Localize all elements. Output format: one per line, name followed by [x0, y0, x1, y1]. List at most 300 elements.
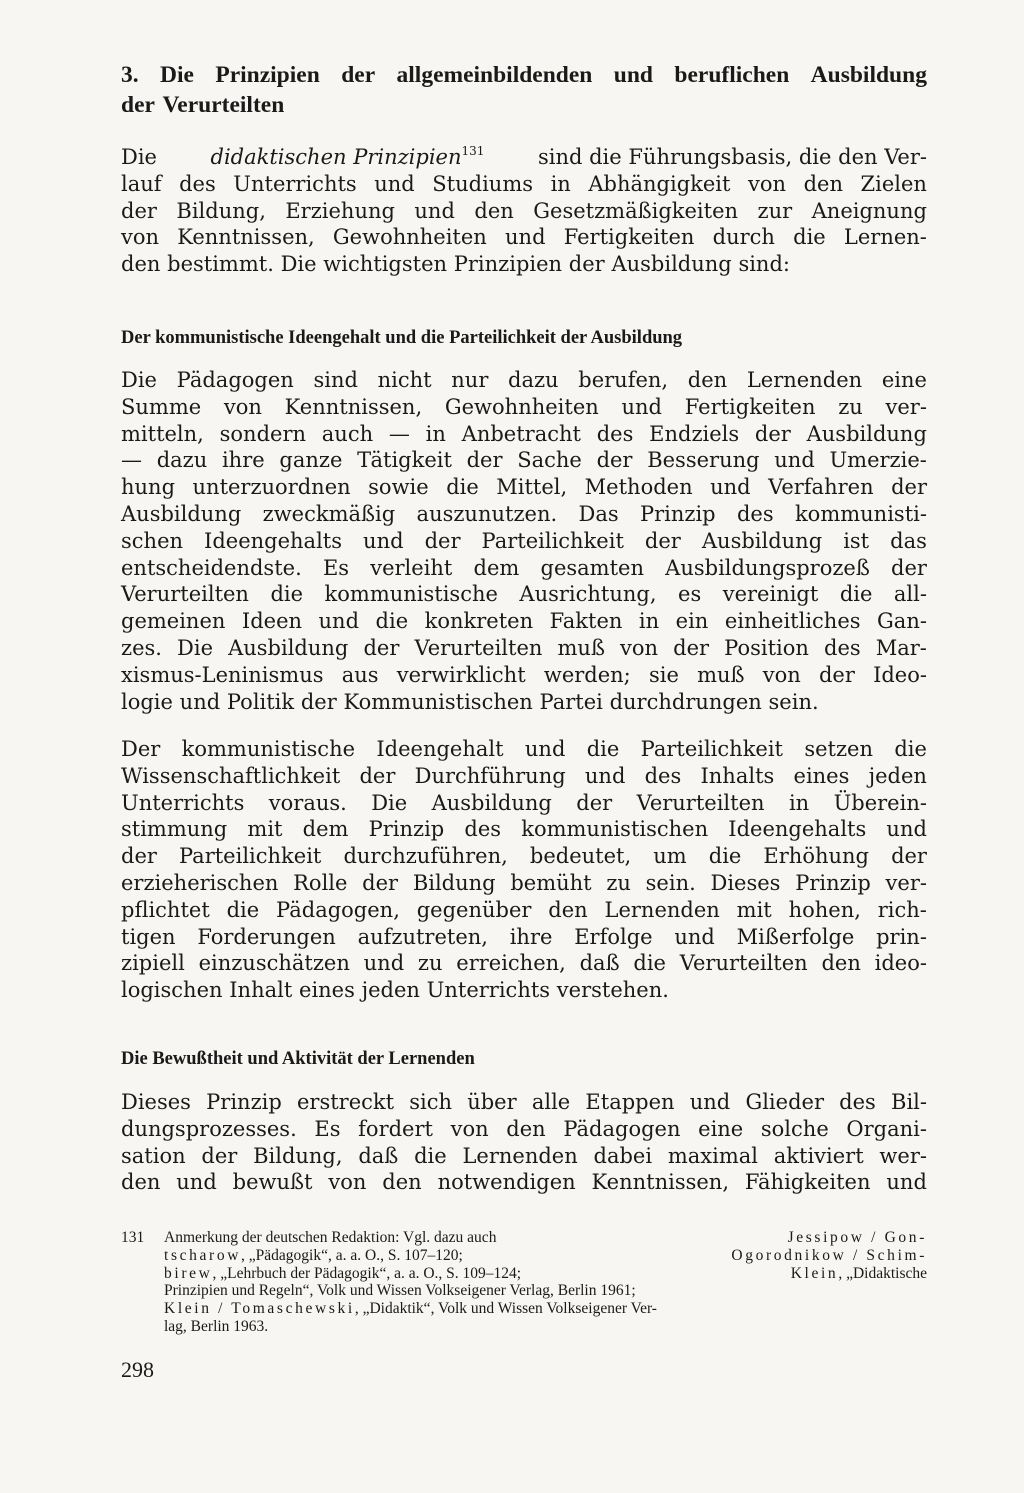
text-word: bestimmt. — [167, 252, 274, 277]
text-word: eine — [881, 368, 927, 392]
text-word: der — [341, 62, 376, 88]
text-word: Die — [121, 145, 157, 169]
text-word: von — [620, 635, 659, 660]
text-word: und — [176, 1170, 217, 1195]
text-word: Bil- — [891, 1090, 927, 1114]
text-word: nicht — [377, 368, 432, 392]
text-word: bemüht — [510, 870, 592, 895]
text-word: Bildung — [412, 870, 496, 895]
text-word: wer- — [879, 1143, 927, 1168]
text-word: Unterrichts — [233, 171, 357, 196]
text-word: Überein- — [833, 790, 927, 815]
text-word: Verurteilten — [636, 790, 765, 815]
text-word: hohen, — [788, 897, 861, 922]
text-word: und — [414, 198, 455, 223]
text-word: Die — [177, 635, 214, 660]
text-word: den — [687, 368, 728, 392]
text-word: Die — [160, 62, 194, 88]
author-name: Ogorodnikow / Schim- — [731, 1246, 927, 1264]
text-word: zu — [417, 951, 443, 976]
text-word: und — [621, 394, 662, 419]
footnote-segment: tscharow, „Pädagogik“, a. a. O., S. 107–120; — [164, 1246, 463, 1264]
text-line — [121, 950, 927, 977]
text-word: Fertigkeiten — [684, 394, 816, 419]
text-word: durchzuführen, — [343, 844, 508, 869]
text-word: sein. — [768, 689, 819, 714]
text-word: der — [121, 198, 157, 223]
text-word: und — [179, 689, 221, 714]
text-word: des — [736, 501, 774, 526]
text-word: sation — [121, 1143, 186, 1168]
text-word: den — [121, 252, 161, 277]
text-word: Prinzipien — [453, 252, 563, 277]
intro-paragraph — [121, 144, 927, 278]
text-word: die — [586, 737, 620, 761]
text-word: der — [673, 635, 710, 660]
text-word: verwirklicht — [396, 662, 526, 687]
text-word: sowie — [368, 475, 429, 500]
paragraph — [121, 736, 927, 1004]
text-word: Etappen — [585, 1090, 675, 1114]
text-word: Endziels — [649, 421, 740, 446]
text-word: Erhöhung — [763, 844, 869, 869]
footnote-text: lag, Berlin 1963. — [164, 1317, 269, 1335]
text-word: die — [446, 475, 479, 500]
text-line — [121, 790, 927, 817]
text-word: Mittel, — [496, 475, 568, 500]
text-word: Ideengehalt — [376, 737, 504, 761]
text-word: Ausbildung — [701, 528, 823, 553]
text-word: von — [223, 394, 262, 419]
text-word: erstreckt — [296, 1090, 395, 1114]
page-number: 298 — [121, 1357, 154, 1382]
text-word: den — [121, 1170, 161, 1195]
text-word: die — [839, 582, 873, 607]
text-word: und — [524, 737, 566, 761]
paragraph — [121, 367, 927, 715]
text-word: von — [121, 225, 160, 250]
text-word: es — [678, 582, 702, 607]
text-word: eines — [299, 978, 355, 1003]
text-word: 3. — [121, 62, 139, 88]
text-word: sich — [409, 1090, 453, 1114]
text-word: alle — [531, 1090, 571, 1114]
text-word: und — [774, 448, 815, 473]
text-line — [121, 90, 927, 120]
text-word: und — [363, 528, 404, 553]
text-word: bewußt — [232, 1170, 313, 1195]
text-word: Ideen — [241, 609, 303, 634]
text-word: prin- — [876, 924, 927, 949]
text-word: kommunistische — [181, 737, 356, 761]
text-line — [121, 224, 927, 251]
text-word: und — [363, 951, 405, 976]
text-word: der — [359, 763, 396, 788]
text-word: voraus. — [268, 790, 347, 815]
text-word: um — [653, 844, 687, 869]
text-word: Kommunistischen — [343, 689, 533, 714]
text-word: lauf — [121, 171, 162, 196]
text-word: Ausbildung — [228, 635, 349, 660]
text-word: Wissenschaftlichkeit — [121, 763, 341, 788]
text-line — [121, 843, 927, 870]
text-word: Lernenden — [462, 1143, 578, 1168]
text-word: in — [788, 790, 810, 815]
text-word: dazu — [508, 368, 559, 392]
text-word: verstehen. — [556, 978, 669, 1003]
text-line — [121, 1089, 927, 1116]
text-line — [121, 870, 927, 897]
text-word: ist — [843, 528, 870, 553]
text-word: der — [424, 528, 461, 553]
text-word: Ausbildungsprozeß — [665, 555, 870, 580]
section-heading: Die Bewußtheit und Aktivität der Lernenden — [121, 1049, 475, 1069]
text-word: aus — [341, 662, 379, 687]
text-word: und — [689, 1090, 731, 1114]
footnote-line — [164, 1247, 927, 1265]
text-word: durchdrungen — [609, 689, 762, 714]
text-word: von — [328, 1170, 367, 1195]
text-word: in — [550, 171, 571, 196]
text-word: den — [548, 897, 588, 922]
text-word: wichtigsten — [323, 252, 448, 277]
text-word: Erfolge — [574, 924, 653, 949]
text-word: bedeutet, — [529, 844, 632, 869]
text-word: Ausbildung — [810, 62, 927, 88]
text-word: kommunistische — [324, 582, 498, 607]
text-word: maximal — [667, 1143, 758, 1168]
text-word: Lernen- — [843, 225, 927, 250]
text-word: der — [363, 635, 400, 660]
text-word: Pädagogen — [176, 368, 294, 392]
text-word: das — [890, 528, 927, 553]
text-word: Ausbildung — [431, 790, 552, 815]
text-word: dabei — [593, 1143, 653, 1168]
text-word: der — [121, 844, 157, 869]
text-word: Bildung, — [176, 198, 266, 223]
text-word: Studiums — [432, 171, 534, 196]
text-word: sie — [648, 662, 679, 687]
text-word: Parteilichkeit — [481, 528, 624, 553]
text-word: Gesetzmäßigkeiten — [533, 198, 739, 223]
footnote-segment: birew, „Lehrbuch der Pädagogik“, a. a. O., S. 109–124; — [164, 1264, 522, 1282]
text-word: Besserung — [647, 448, 760, 473]
text-word: Das — [578, 501, 619, 526]
text-word: des — [644, 763, 682, 788]
text-word: Bildung, — [253, 1143, 343, 1168]
text-word: Durchführung — [414, 763, 566, 788]
text-word: Position — [724, 635, 809, 660]
text-word: Ausbildung — [806, 421, 927, 446]
text-word: Abhängigkeit — [588, 171, 731, 196]
text-word: Der — [121, 737, 161, 761]
text-line — [121, 897, 927, 924]
text-word: kommunistischen — [521, 817, 709, 842]
text-word: der — [121, 92, 155, 118]
text-word: Pädagogen, — [276, 897, 400, 922]
text-word: solche — [760, 1116, 829, 1141]
text-line — [121, 555, 927, 582]
text-word: und — [584, 763, 626, 788]
text-word: sein. — [645, 870, 696, 895]
text-line — [121, 689, 927, 716]
text-word: Ideengehalts — [728, 817, 867, 842]
text-word: Ausbildung — [121, 501, 242, 526]
text-word: der — [596, 448, 633, 473]
text-word: Fertigkeiten — [563, 225, 695, 250]
text-word: der — [300, 689, 337, 714]
text-word: ver- — [885, 394, 927, 419]
text-line — [121, 421, 927, 448]
text-line — [121, 144, 927, 171]
text-word: xismus-Leninismus — [121, 662, 324, 687]
text-word: Glieder — [745, 1090, 824, 1114]
section-heading: Der kommunistische Ideengehalt und die Parteilichkeit der Ausbildung — [121, 328, 683, 348]
text-word: Zielen — [860, 171, 927, 196]
text-word: zur — [757, 198, 793, 223]
footnote-line — [164, 1229, 927, 1247]
text-word: Partei — [539, 689, 603, 714]
text-word: werden; — [543, 662, 631, 687]
text-word: Verurteilten — [162, 92, 285, 118]
text-word: Organi- — [846, 1116, 927, 1141]
text-word: der — [891, 844, 927, 869]
text-word: Kenntnissen, — [284, 394, 423, 419]
text-word: zes. — [121, 635, 162, 660]
text-line — [121, 367, 927, 394]
text-line — [121, 736, 927, 763]
text-word: Umerzie- — [829, 448, 927, 473]
text-line — [121, 251, 927, 278]
text-word: durch — [712, 225, 775, 250]
text-word: erzieherischen — [121, 870, 279, 895]
text-word: der — [466, 448, 503, 473]
text-word: daß — [358, 1143, 399, 1168]
text-word: Erziehung — [285, 198, 395, 223]
text-word: Ausrichtung, — [519, 582, 657, 607]
text-word: unterzuordnen — [192, 475, 351, 500]
text-word: und — [613, 62, 653, 88]
text-word: sind: — [738, 252, 790, 277]
text-line — [121, 924, 927, 951]
text-word: die — [793, 225, 826, 250]
text-line — [121, 501, 927, 528]
text-word: Mar- — [875, 635, 927, 660]
text-word: Die — [280, 252, 317, 277]
text-line — [121, 662, 927, 689]
footnote-text: Anmerkung der deutschen Redaktion: Vgl. dazu auch — [164, 1229, 497, 1246]
text-word: und — [674, 924, 715, 949]
text-word: dazu — [156, 448, 208, 473]
text-word: Mißerfolge — [736, 924, 855, 949]
text-word: Parteilichkeit — [179, 844, 322, 869]
text-word: zu — [838, 394, 863, 419]
text-word: Inhalts — [700, 763, 775, 788]
text-word: und — [886, 817, 927, 842]
text-word: notwendigen — [437, 1170, 576, 1195]
footnote — [164, 1229, 927, 1336]
text-word: nur — [451, 368, 489, 392]
text-word: berufen, — [578, 368, 669, 392]
text-line — [121, 394, 927, 421]
text-word: — — [121, 448, 142, 473]
text-word: Dieses — [710, 870, 781, 895]
text-word: aktiviert — [773, 1143, 864, 1168]
text-word: mit — [247, 817, 283, 842]
text-word: Es — [314, 1116, 341, 1141]
text-word: und — [318, 609, 360, 634]
text-word: Gan- — [877, 609, 927, 634]
text-word: die — [633, 951, 666, 976]
text-line — [121, 198, 927, 225]
text-word: Die — [371, 790, 408, 815]
text-line — [121, 1143, 927, 1170]
text-word: setzen — [804, 737, 873, 761]
text-word: erreichen, — [456, 951, 566, 976]
footnote-line — [164, 1282, 927, 1300]
author-name: Jessipow / Gon- — [787, 1229, 927, 1246]
text-word: die — [270, 582, 304, 607]
text-word: kommunisti- — [794, 501, 927, 526]
text-word: Die — [121, 368, 157, 392]
text-word: Anbetracht — [461, 421, 581, 446]
text-word: ganze — [279, 448, 343, 473]
paragraph — [121, 1089, 927, 1196]
text-word: des — [179, 171, 216, 196]
text-word: den — [474, 198, 514, 223]
text-word: Verurteilten — [679, 951, 808, 976]
text-word: eines — [793, 763, 850, 788]
text-word: Es — [322, 555, 350, 580]
footnote-line — [164, 1300, 927, 1318]
text-word: Prinzipien — [215, 62, 320, 88]
text-word: dem — [473, 555, 520, 580]
text-word: Gewohnheiten — [332, 225, 487, 250]
text-word: zipiell — [121, 951, 185, 976]
text-word: gesamten — [540, 555, 644, 580]
text-word: Kenntnissen, — [177, 225, 315, 250]
text-word: des — [596, 421, 634, 446]
text-word: Sache — [517, 448, 582, 473]
text-word: über — [467, 1090, 517, 1114]
text-word: Kenntnissen, — [591, 1170, 730, 1195]
text-word: Verurteilten — [414, 635, 543, 660]
text-word: Parteilichkeit — [640, 737, 783, 761]
text-word: Fakten — [549, 609, 623, 634]
text-word: Lernenden — [746, 368, 863, 392]
text-word: Dieses — [121, 1090, 191, 1114]
text-word: ideo- — [874, 951, 927, 976]
text-word: von — [450, 1116, 489, 1141]
text-word: Verfahren — [768, 475, 874, 500]
text-word: die — [894, 737, 927, 761]
text-word: Unterrichts — [121, 790, 245, 815]
text-word: konkreten — [424, 609, 534, 634]
text-word: Prinzip — [368, 817, 445, 842]
text-word: in — [425, 421, 446, 446]
text-word: von — [762, 662, 801, 687]
text-word: des — [839, 1090, 876, 1114]
text-word: dem — [302, 817, 349, 842]
text-line — [121, 60, 927, 90]
text-word: Lernenden — [604, 897, 720, 922]
text-word: logischen — [121, 978, 223, 1003]
text-word: vereinigt — [722, 582, 819, 607]
text-word: den — [803, 171, 843, 196]
text-word: verleiht — [370, 555, 453, 580]
text-line — [121, 447, 927, 474]
text-word: Prinzip — [639, 501, 716, 526]
text-word: fordert — [358, 1116, 433, 1141]
text-segment: sind die Führungsbasis, die den Ver- — [537, 145, 927, 169]
text-word: des — [464, 817, 502, 842]
text-word: den — [382, 1170, 422, 1195]
text-word: der — [568, 252, 605, 277]
text-line — [121, 581, 927, 608]
text-word: Rolle — [293, 870, 348, 895]
text-line — [121, 1116, 927, 1143]
text-line — [121, 608, 927, 635]
text-word: hung — [121, 475, 176, 500]
footnote-segment: Klein / Tomaschewski, „Didaktik“, Volk und Wissen Volkseigener Ver- — [164, 1300, 657, 1318]
text-word: eine — [698, 1116, 744, 1141]
text-line — [121, 474, 927, 501]
text-word: die — [375, 609, 409, 634]
text-word: Pädagogen — [563, 1116, 681, 1141]
text-word: Ideo- — [873, 662, 927, 687]
text-word: auch — [321, 421, 374, 446]
text-word: Politik — [226, 689, 295, 714]
text-word: schen — [121, 528, 184, 553]
text-word: jeden — [868, 763, 927, 788]
text-line — [121, 528, 927, 555]
text-word: ihre — [221, 448, 265, 473]
text-line — [121, 635, 927, 662]
text-word: und — [886, 1170, 927, 1195]
text-line — [121, 816, 927, 843]
text-word: und — [374, 171, 415, 196]
text-word: die — [708, 844, 742, 869]
text-word: Gewohnheiten — [444, 394, 599, 419]
text-word: und — [505, 225, 546, 250]
footnote-segment: Klein, „Didaktische — [790, 1264, 927, 1282]
text-word: der — [644, 528, 681, 553]
text-word: sind — [313, 368, 358, 392]
text-word: Tätigkeit — [357, 448, 452, 473]
italic-term: didaktischen Prinzipien$^{131}$ — [210, 144, 485, 169]
text-line — [121, 763, 927, 790]
footnote-line — [164, 1318, 927, 1336]
text-line — [121, 977, 927, 1004]
text-word: Fähigkeiten — [744, 1170, 871, 1195]
text-word: einzuschätzen — [198, 951, 350, 976]
text-word: rich- — [877, 897, 927, 922]
text-word: und — [710, 475, 751, 500]
text-word: Inhalt — [229, 978, 293, 1003]
text-line — [121, 171, 927, 198]
text-word: pflichtet — [121, 897, 210, 922]
text-line — [121, 1169, 927, 1196]
footnote-ref: 131 — [461, 144, 485, 158]
text-word: Ideengehalts — [204, 528, 343, 553]
text-word: allgemeinbildenden — [396, 62, 593, 88]
text-word: zu — [606, 870, 631, 895]
text-word: den — [506, 1116, 546, 1141]
text-word: ihre — [509, 924, 553, 949]
text-word: Ausbildung — [611, 252, 732, 277]
text-word: gegenüber — [416, 897, 532, 922]
text-word: einheitliches — [724, 609, 861, 634]
